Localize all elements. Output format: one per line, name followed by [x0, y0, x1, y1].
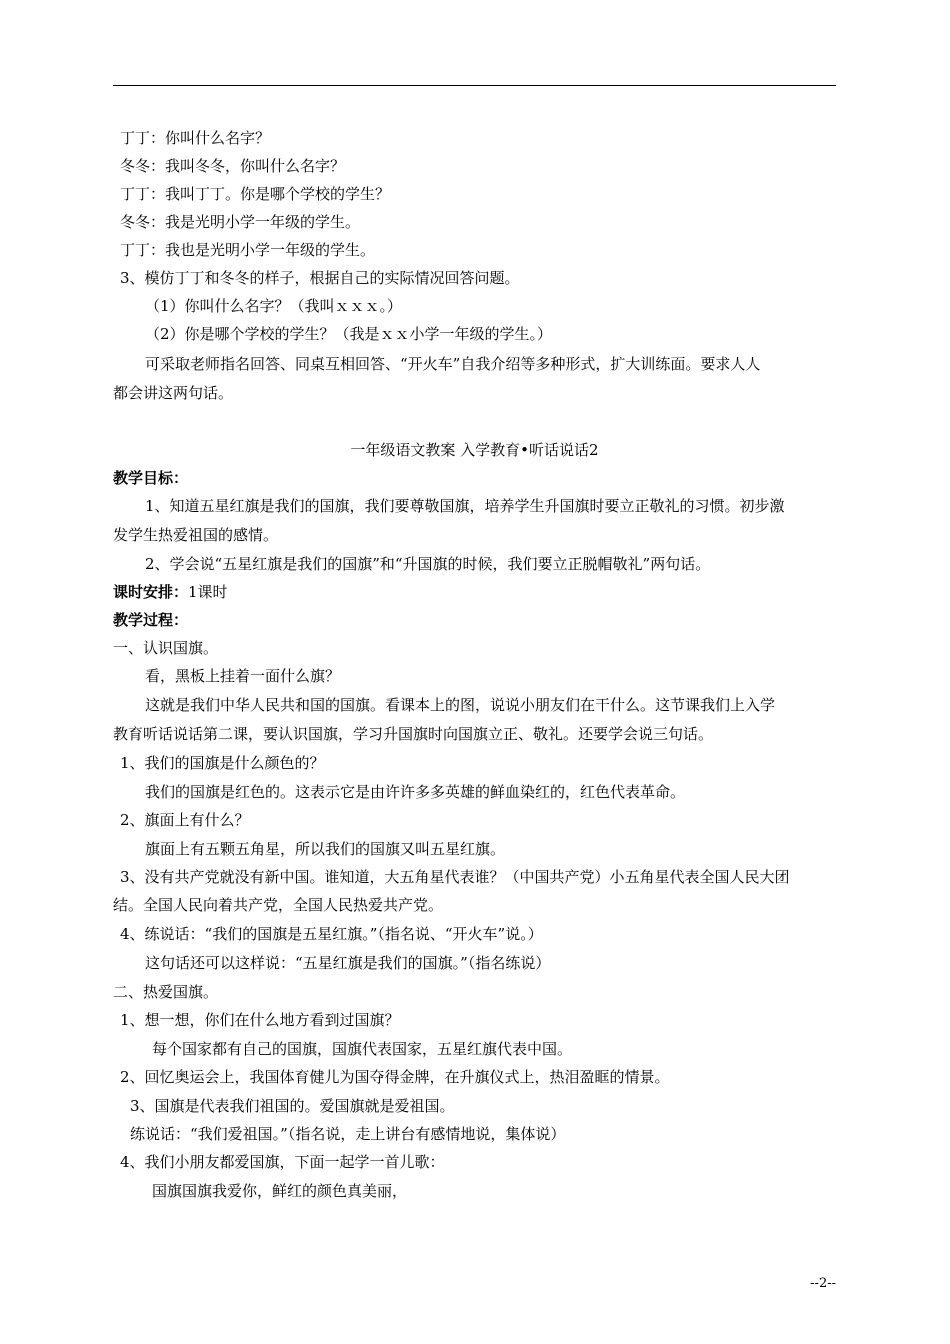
schedule-heading: 课时安排：: [113, 583, 189, 601]
item-2-1: 1、想一想，你们在什么地方看到过国旗？: [120, 1011, 400, 1029]
dialogue-line-5: 丁丁：我也是光明小学一年级的学生。: [120, 241, 376, 259]
header-rule: [113, 85, 836, 86]
dialogue-line-2: 冬冬：我叫冬冬，你叫什么名字？: [120, 157, 346, 175]
section-2-title: 二、热爱国旗。: [113, 983, 219, 1001]
item-1-1: 1、我们的国旗是什么颜色的？: [120, 754, 325, 772]
lesson-title: 一年级语文教案 入学教育•听话说话2: [350, 441, 599, 459]
process-heading: 教学过程：: [113, 611, 189, 629]
item-1-1-answer: 我们的国旗是红色的。这表示它是由许许多多英雄的鲜血染红的，红色代表革命。: [145, 783, 686, 801]
practice-line-1: 可采取老师指名回答、同桌互相回答、“开火车”自我介绍等多种形式，扩大训练面。要求人人: [145, 355, 761, 373]
item-2-2: 2、回忆奥运会上，我国体育健儿为国夺得金牌，在升旗仪式上，热泪盈眶的情景。: [120, 1068, 670, 1086]
dialogue-line-3: 丁丁：我叫丁丁。你是哪个学校的学生？: [120, 185, 391, 203]
item-1-2: 2、旗面上有什么？: [120, 811, 250, 829]
item-1-3-line-1: 3、没有共产党就没有新中国。谁知道，大五角星代表谁？（中国共产党）小五角星代表全国人民大团: [120, 868, 790, 886]
item-1-4: 4、练说话：“我们的国旗是五星红旗。”（指名说、“开火车”说。）: [120, 925, 543, 943]
section-1-intro-line-2: 教育听话说话第二课，要认识国旗，学习升国旗时向国旗立正、敬礼。还要学会说三句话。: [113, 725, 714, 743]
section-1-question: 看，黑板上挂着一面什么旗？: [145, 667, 341, 685]
item-2-1-answer: 每个国家都有自己的国旗，国旗代表国家，五星红旗代表中国。: [152, 1040, 573, 1058]
goals-heading: 教学目标：: [113, 469, 189, 487]
item-1-3-line-2: 结。全国人民向着共产党，全国人民热爱共产党。: [113, 896, 444, 914]
schedule: [113, 582, 228, 602]
goal-2: 2、学会说“五星红旗是我们的国旗”和“升国旗的时候，我们要立正脱帽敬礼”两句话。: [145, 555, 711, 573]
page-number: --2--: [810, 1276, 836, 1291]
section-1-title: 一、认识国旗。: [113, 639, 219, 657]
practice-line-2: 都会讲这两句话。: [113, 384, 234, 402]
poem-line-1: 国旗国旗我爱你，鲜红的颜色真美丽，: [152, 1182, 408, 1200]
goal-1-line-1: 1、知道五星红旗是我们的国旗，我们要尊敬国旗，培养学生升国旗时要立正敬礼的习惯。初步激: [145, 497, 785, 515]
section-1-intro-line-1: 这就是我们中华人民共和国的国旗。看课本上的图，说说小朋友们在干什么。这节课我们上入学: [145, 696, 776, 714]
item-2-3-practice: 练说话：“我们爱祖国。”（指名说，走上讲台有感情地说，集体说）: [130, 1125, 566, 1143]
item-1-2-answer: 旗面上有五颗五角星，所以我们的国旗又叫五星红旗。: [145, 840, 506, 858]
dialogue-line-4: 冬冬：我是光明小学一年级的学生。: [120, 213, 361, 231]
step-3: 3、模仿丁丁和冬冬的样子，根据自己的实际情况回答问题。: [120, 269, 520, 287]
question-1: （1）你叫什么名字？（我叫ｘｘｘ。）: [145, 297, 403, 315]
item-1-4-answer: 这句话还可以这样说：“五星红旗是我们的国旗。”（指名练说）: [145, 954, 551, 972]
item-2-3: 3、国旗是代表我们祖国的。爱国旗就是爱祖国。: [130, 1097, 455, 1115]
dialogue-line-1: 丁丁：你叫什么名字？: [120, 129, 271, 147]
question-2: （2）你是哪个学校的学生？（我是ｘｘ小学一年级的学生。）: [145, 325, 553, 343]
item-2-4: 4、我们小朋友都爱国旗，下面一起学一首儿歌：: [120, 1153, 445, 1171]
schedule-value: 1课时: [188, 583, 228, 601]
goal-1-line-2: 发学生热爱祖国的感情。: [113, 526, 279, 544]
